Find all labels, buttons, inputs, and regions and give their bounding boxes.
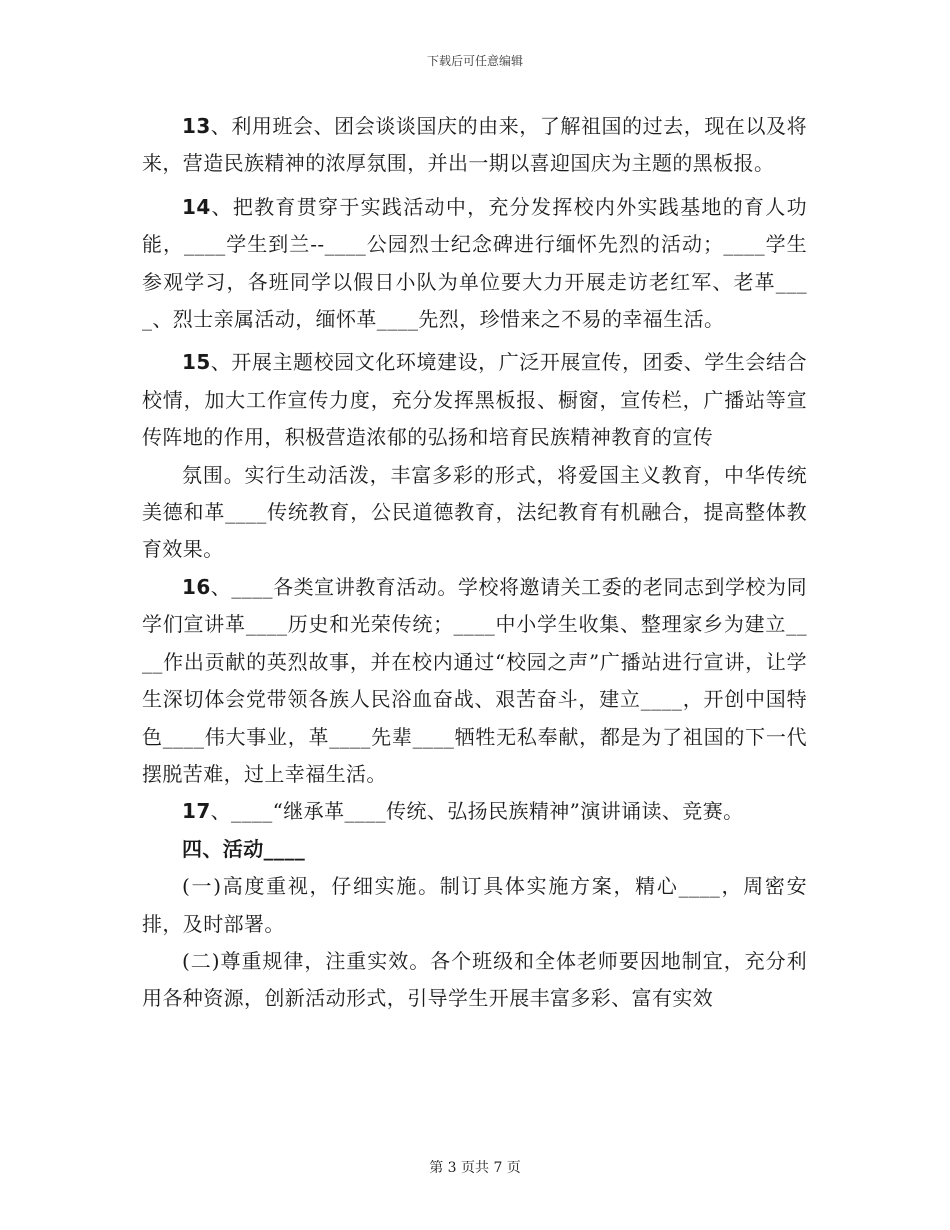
paragraph-16 <box>142 569 807 793</box>
paragraph-15-continued <box>142 457 807 569</box>
page-number: 第 3 页共 7 页 <box>429 1160 521 1176</box>
paragraph-17 <box>142 793 807 830</box>
item-number: 15 <box>182 350 211 375</box>
paragraph-text: 、____“继承革____传统、弘扬民族精神”演讲诵读、竞赛。 <box>210 799 744 824</box>
paragraph-text: 、开展主题校园文化环境建设，广泛开展宣传，团委、学生会结合校情，加大工作宣传力度，充分发挥黑板报、橱窗，宣传栏，广播站等宣传阵地的作用，积极营造浓郁的弘扬和培育民族精神教育的宣传 <box>142 350 807 450</box>
item-number: 17 <box>182 799 211 824</box>
document-body <box>142 108 807 1018</box>
paragraph-15 <box>142 344 807 456</box>
item-number: 13 <box>182 114 211 138</box>
paragraph-14 <box>142 189 807 339</box>
paragraph-sub-2: (二)尊重规律，注重实效。各个班级和全体老师要因地制宜，充分利用各种资源，创新活动形式，引导学生开展丰富多彩、富有实效 <box>142 948 807 1011</box>
paragraph-text: 、利用班会、团会谈谈国庆的由来，了解祖国的过去，现在以及将来，营造民族精神的浓厚氛围，并出一期以喜迎国庆为主题的黑板报。 <box>142 114 807 176</box>
section-heading: 四、活动____ <box>182 836 306 861</box>
paragraph-sub-1: (一)高度重视，仔细实施。制订具体实施方案，精心____，周密安排，及时部署。 <box>142 874 807 936</box>
page-header-note: 下载后可任意编辑 <box>426 54 523 68</box>
paragraph-text: 氛围。实行生动活泼，丰富多彩的形式，将爱国主义教育，中华传统美德和革____传统教育，公民道德教育，法纪教育有机融合，提高整体教育效果。 <box>142 462 807 562</box>
paragraph-13 <box>142 108 807 183</box>
item-number: 16 <box>182 574 211 599</box>
paragraph-text: 、____各类宣讲教育活动。学校将邀请关工委的老同志到学校为同学们宣讲革____历史和光荣传统；____中小学生收集、整理家乡为建立____作出贡献的英烈故事，并在校内通过“校园之声”广播站进行宣讲，让学生深切体会党带领各族人民浴血奋战、艰苦奋斗，建立____，开创中国特色____伟大事业，革____先辈____牺牲无私奉献，都是为了祖国的下一代摆脱苦难，过上幸福生活。 <box>142 574 807 786</box>
paragraph-text: 、把教育贯穿于实践活动中，充分发挥校内外实践基地的育人功能，____学生到兰--____公园烈士纪念碑进行缅怀先烈的活动；____学生参观学习，各班同学以假日小队为单位要大力开展走访老红军、老革____、烈士亲属活动，缅怀革____先烈，珍惜来之不易的幸福生活。 <box>142 194 807 332</box>
item-number: 14 <box>182 194 211 219</box>
